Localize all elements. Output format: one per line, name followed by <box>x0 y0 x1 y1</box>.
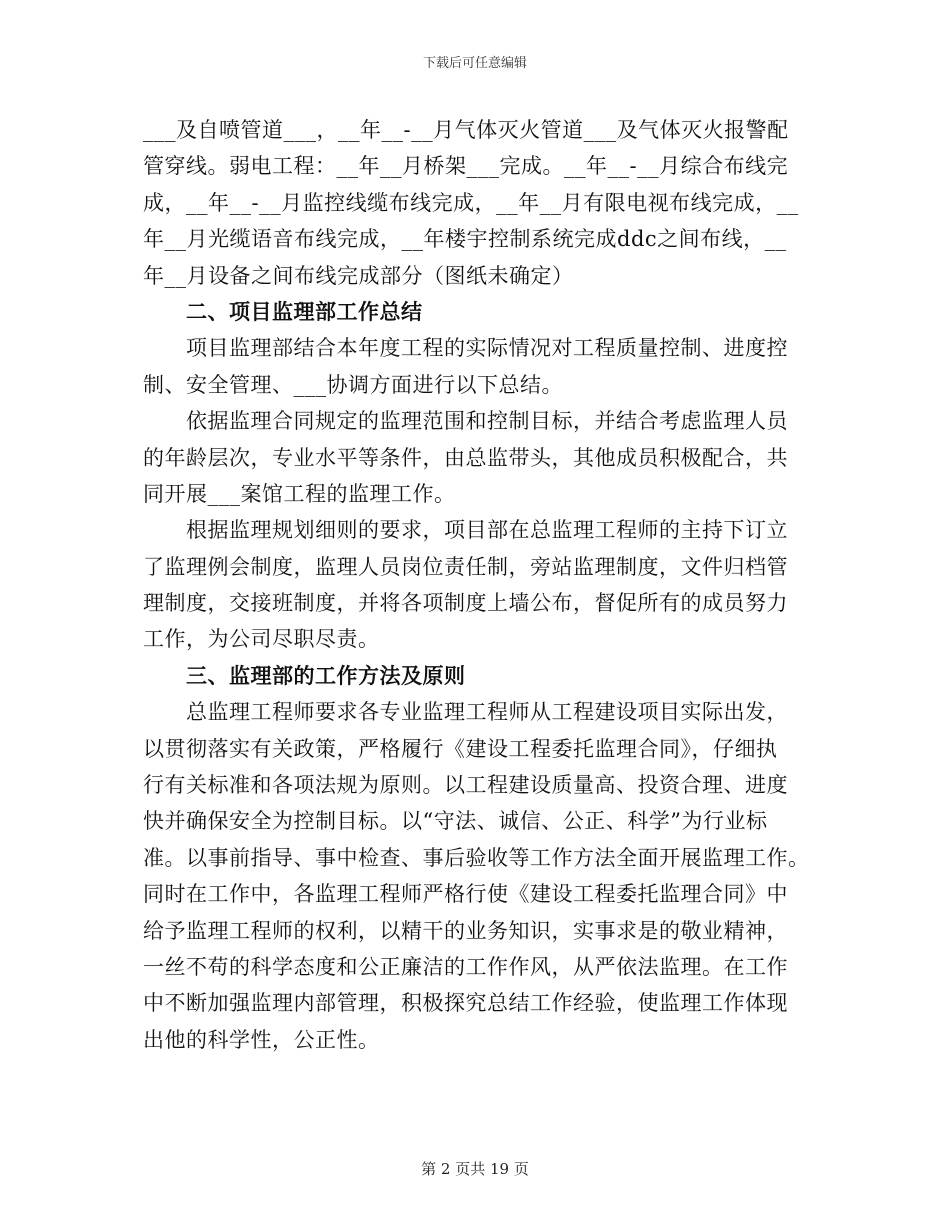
text-line: 同开展___案馆工程的监理工作。 <box>143 481 456 506</box>
text-line: 同时在工作中，各监理工程师严格行使《建设工程委托监理合同》中 <box>143 882 788 907</box>
section-heading: 二、项目监理部工作总结 <box>186 298 423 324</box>
text-line: 准。以事前指导、事中检查、事后验收等工作方法全面开展监理工作。 <box>143 845 810 870</box>
text-line: 一丝不苟的科学态度和公正廉洁的工作作风，从严依法监理。在工作 <box>143 954 788 979</box>
text-line: 制、安全管理、___协调方面进行以下总结。 <box>143 372 563 397</box>
page-footer: 第 2 页共 19 页 <box>421 1160 529 1178</box>
text-line: 总监理工程师要求各专业监理工程师从工程建设项目实际出发， <box>186 700 788 725</box>
text-line: 工作，为公司尽职尽责。 <box>143 627 380 652</box>
text-line: 依据监理合同规定的监理范围和控制目标，并结合考虑监理人员 <box>186 409 788 434</box>
text-line: 年__月光缆语音布线完成，__年楼宇控制系统完成ddc之间布线，__ <box>143 227 787 252</box>
text-line: 年__月设备之间布线完成部分（图纸未确定） <box>143 263 574 288</box>
text-line: 给予监理工程师的权利，以精干的业务知识，实事求是的敬业精神， <box>143 918 788 943</box>
text-line: 出他的科学性，公正性。 <box>143 1027 380 1052</box>
text-line: 中不断加强监理内部管理，积极探究总结工作经验，使监理工作体现 <box>143 991 788 1016</box>
document-body <box>143 112 808 1058</box>
text-line: 理制度，交接班制度，并将各项制度上墙公布，督促所有的成员努力 <box>143 591 788 616</box>
page-header: 下载后可任意编辑 <box>422 56 527 71</box>
text-line: 行有关标准和各项法规为原则。以工程建设质量高、投资合理、进度 <box>143 773 788 798</box>
text-line: 管穿线。弱电工程：__年__月桥架___完成。__年__-__月综合布线完 <box>143 154 789 179</box>
text-line: 了监理例会制度，监理人员岗位责任制，旁站监理制度，文件归档管 <box>143 554 788 579</box>
text-line: 成，__年__-__月监控线缆布线完成，__年__月有限电视布线完成，__ <box>143 190 799 215</box>
text-line: 根据监理规划细则的要求，项目部在总监理工程师的主持下订立 <box>186 518 788 543</box>
section-heading: 三、监理部的工作方法及原则 <box>186 662 466 688</box>
text-line: 快并确保安全为控制目标。以“守法、诚信、公正、科学”为行业标 <box>143 809 768 834</box>
text-line: ___及自喷管道___，__年__-__月气体灭火管道___及气体灭火报警配 <box>143 118 789 142</box>
text-line: 项目监理部结合本年度工程的实际情况对工程质量控制、进度控 <box>186 336 788 361</box>
text-line: 以贯彻落实有关政策，严格履行《建设工程委托监理合同》，仔细执 <box>143 736 778 761</box>
text-line: 的年龄层次，专业水平等条件，由总监带头，其他成员积极配合，共 <box>143 445 788 470</box>
